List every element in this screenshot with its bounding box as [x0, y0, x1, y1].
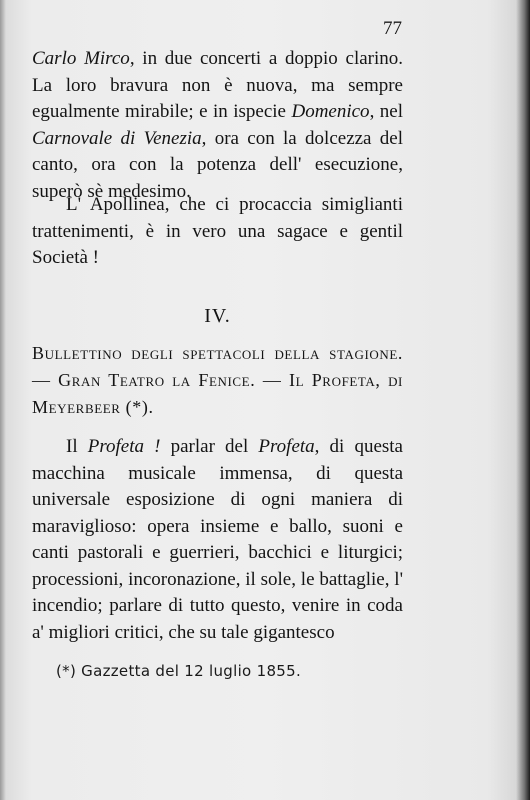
paragraph-1 [32, 46, 403, 205]
piece-title: Carnovale di Venezia [32, 127, 202, 149]
paragraph-1-text-c: , ora con la dolcezza del canto, ora con la potenza dell' esecuzione, superò sè medesimo. [32, 127, 404, 202]
page-number: 77 [383, 18, 402, 39]
paragraph-2-text: L' Apollinea, che ci procaccia simiglianti trattenimenti, è in vero una sagace e gentil Società ! [32, 194, 403, 268]
performer-name-carlo: Carlo Mirco [32, 48, 130, 69]
opera-title-2: Profeta [258, 436, 315, 457]
paragraph-3-text-a: Il [66, 436, 88, 457]
opera-title-1: Profeta ! [87, 436, 161, 457]
paragraph-1-text-b: , nel [369, 101, 403, 122]
footnote: (*) Gazzetta del 12 luglio 1855. [56, 662, 302, 680]
page-right-shadow [516, 0, 530, 800]
section-title: Bullettino degli spettacoli della stagione. — Gran Teatro la Fenice. — Il Profeta, di Meyerbeer (*). [32, 343, 403, 417]
section-numeral: IV. [204, 305, 231, 327]
performer-name-domenico: Domenico [291, 101, 370, 122]
paragraph-3-text-c: , di questa macchina musicale immensa, di questa universale esposizione di ogni maniera di maraviglioso: opera insieme e ballo, suoni e canti pastorali e guerrieri, bacchici e liturgici; processioni, incoronazione, il sole, le battaglie, l' incendio; parlare di tutto questo, venire in coda a' migliori critici, che su tale gigantesco [32, 436, 403, 643]
paragraph-2 [32, 192, 403, 272]
paragraph-1-text-a: , in due concerti a doppio clarino. La loro bravura non è nuova, ma sempre egualmente mirabile; e in ispecie [32, 48, 404, 122]
paragraph-3 [32, 434, 403, 646]
page-left-shadow [0, 0, 6, 800]
paragraph-3-text-b: parlar del [160, 436, 259, 457]
